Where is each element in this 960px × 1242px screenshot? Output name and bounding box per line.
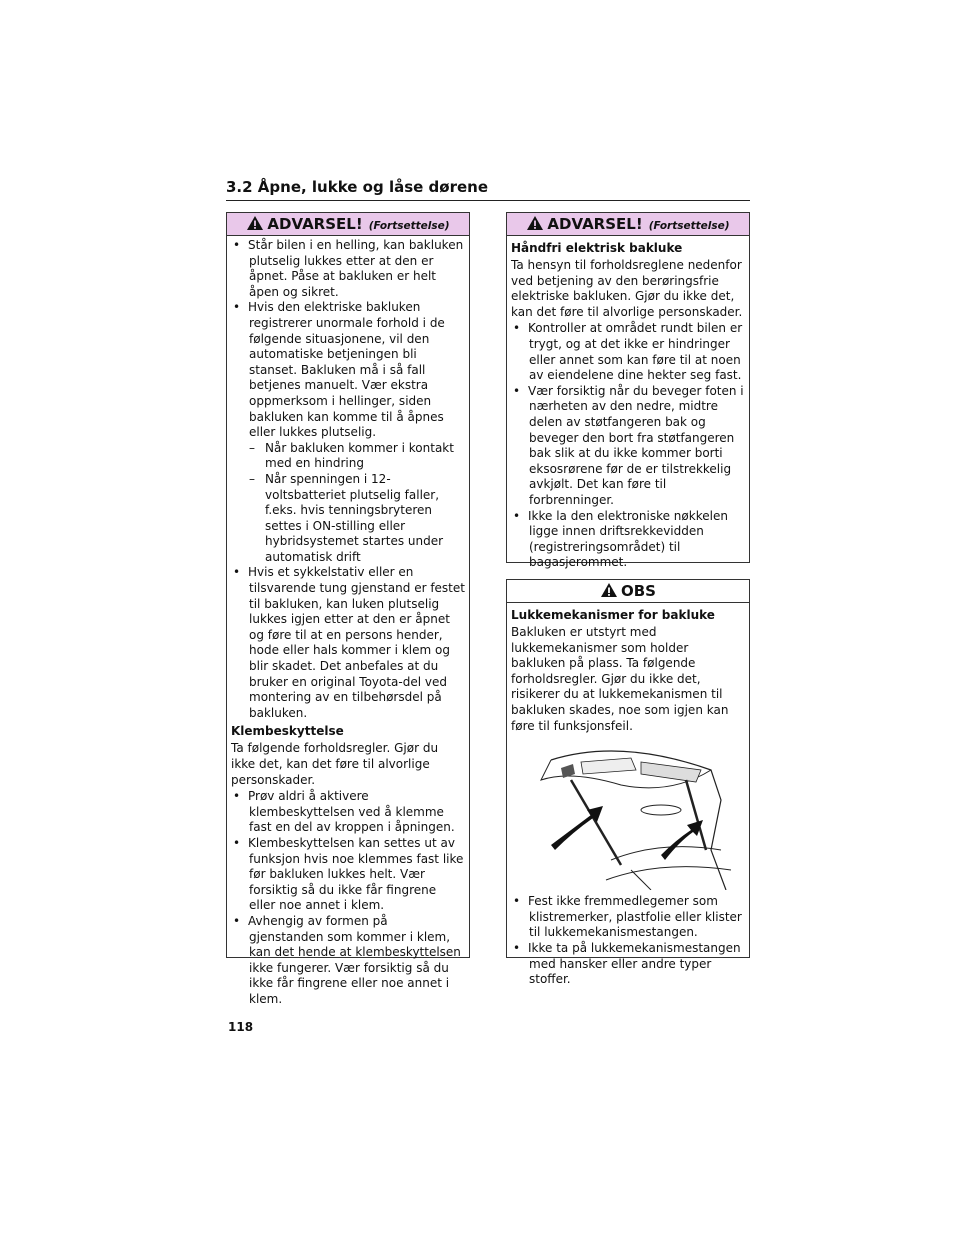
list-item: • Ikke ta på lukkemekanismestangen med hansker eller andre typer stoffer. [511,941,745,988]
subheading: Håndfri elektrisk bakluke [511,241,683,255]
list-item: • Prøv aldri å aktivere klembeskyttelsen ved å klemme fast en del av kroppen i åpningen. [231,789,465,836]
warning-header [507,213,749,236]
warning-title: ADVARSEL! [267,215,363,233]
list-item: • Hvis den elektriske bakluken registrerer unormale forhold i de følgende situasjonene, vil den automatiske betjeningen bli stanset. Bakluken må i så fall betjenes manuelt. Vær ekstra oppmerksom i hellinger, siden bakluken kan komme til å åpnes eller lukkes plutselig. – Når bakluken kommer i kontakt med en hindring – Når spenningen i 12-voltsbatteriet plutselig faller, f.eks. hvis tenningsbryteren settes i ON-stilling eller hybridsystemet startes under automatisk drift [231,300,465,565]
warning-triangle-icon [526,215,544,231]
obs-box [506,579,750,987]
page-number: 118 [228,1020,254,1034]
left-warning-body [227,236,469,1014]
section-title: 3.2 Åpne, lukke og låse dørene [226,178,488,196]
warning-title: ADVARSEL! [547,215,643,233]
obs-body [507,603,749,994]
right-warning-body [507,236,749,577]
tailgate-strut-image [511,740,745,890]
paragraph: Ta følgende forholdsregler. Gjør du ikke det, kan det føre til alvorlige personskader. [231,741,439,787]
list-item: • Avhengig av formen på gjenstanden som kommer i klem, kan det hende at klembeskyttelsen ikke fungerer. Vær forsiktig så du ikke får fingrene eller noe annet i klem. [231,914,465,1008]
obs-title: OBS [621,582,656,600]
list-item: • Vær forsiktig når du beveger foten i nærheten av den nedre, midtre delen av støtfangeren bak og beveger den bort fra støtfangeren bak slik at du ikke kommer borti eksosrørene før de er tilstrekkelig avkjølt. Det kan føre til forbrenninger. [511,384,745,509]
list-item: • Hvis et sykkelstativ eller en tilsvarende tung gjenstand er festet til bakluken, kan luken plutselig lukkes igjen etter at den er åpnet og føre til at en persons hender, hode eller hals kommer i klem og blir skadet. Det anbefales at du bruker en original Toyota-del ved montering av en tilbehørsdel på bakluken. [231,565,465,721]
subheading: Lukkemekanismer for bakluke [511,608,715,622]
continued-label: (Fortsettelse) [648,220,730,232]
list-item: • Fest ikke fremmedlegemer som klistremerker, plastfolie eller klister til lukkemekanismestangen. [511,894,745,941]
dash-item: – Når bakluken kommer i kontakt med en hindring [249,440,454,471]
list-item: • Ikke la den elektroniske nøkkelen ligge innen driftsrekkevidden (registreringsområdet) til bagasjerommet. [511,509,745,571]
paragraph: Ta hensyn til forholdsreglene nedenfor ved betjening av den berøringsfrie elektriske bakluken. Gjør du ikke det, kan det føre til alvorlige personskader. [511,258,743,319]
obs-header [507,580,749,603]
subheading: Klembeskyttelse [231,724,344,739]
right-warning-box [506,212,750,570]
caution-triangle-icon [600,582,618,598]
dash-item: – Når spenningen i 12-voltsbatteriet plutselig faller, f.eks. hvis tenningsbryteren settes i ON-stilling eller hybridsystemet startes under automatisk drift [249,471,444,564]
warning-header [227,213,469,236]
list-item: • Står bilen i en helling, kan bakluken plutselig lukkes etter at den er åpnet. Påse at bakluken er helt åpen og sikret. [231,238,465,300]
section-header [226,178,750,201]
left-warning-box [226,212,470,1006]
list-item: • Kontroller at området rundt bilen er trygt, og at det ikke er hindringer eller annet som kan føre til at noen av eiendelene dine hekter seg fast. [511,321,745,383]
tailgate-illustration [511,740,745,890]
list-item: • Klembeskyttelsen kan settes ut av funksjon hvis noe klemmes fast like før bakluken lukkes helt. Vær forsiktig så du ikke får fingrene eller noe annet i klem. [231,836,465,914]
paragraph: Bakluken er utstyrt med lukkemekanismer som holder bakluken på plass. Ta følgende forholdsregler. Gjør du ikke det, risikerer du at lukkemekanismen til bakluken skades, noe som igjen kan føre til funksjonsfeil. [511,625,729,733]
continued-label: (Fortsettelse) [368,220,450,232]
warning-triangle-icon [246,215,264,231]
